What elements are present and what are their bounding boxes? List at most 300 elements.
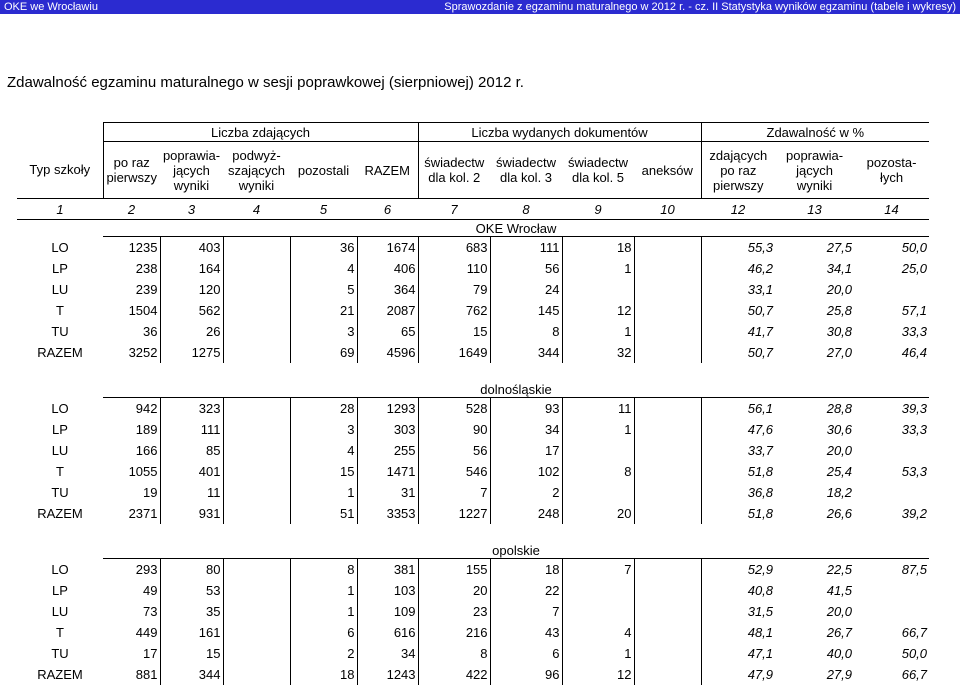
table-row [17,482,929,503]
table-cell: 7 [490,601,562,622]
table-cell: 27,0 [826,345,853,360]
group-header-liczba-zdajacych: Liczba zdających [103,123,418,142]
table-cell [854,601,929,622]
table-cell [223,321,290,342]
row-label: LU [51,604,69,619]
table-cell: 34,1 [826,261,853,276]
row-label: LP [52,422,68,437]
table-cell [223,237,290,259]
table-cell: 66,7 [901,625,928,640]
column-header-line: pierwszy [106,170,158,185]
table-cell: 2 [490,482,562,503]
column-header-line: po raz [720,162,757,178]
table-cell: 20,0 [826,604,853,619]
table-cell: 20,0 [826,443,853,458]
table-cell: 239 [135,282,158,297]
table-cell [634,419,701,440]
group-header-liczba-dokumentow: Liczba wydanych dokumentów [418,123,701,142]
table-cell [223,643,290,664]
table-cell: 3252 [128,345,158,360]
table-cell [223,342,290,363]
row-label: TU [51,646,69,661]
header-bar [0,0,960,14]
table-cell [634,300,701,321]
table-cell: 41,7 [747,324,774,339]
table-cell: 53,3 [901,464,928,479]
table-cell: 18 [562,237,634,259]
table-cell: 189 [135,422,158,437]
table-cell: 11 [160,482,223,503]
column-header-line: świadectw [496,155,556,170]
table-cell: 120 [160,279,223,300]
row-label: RAZEM [37,506,83,521]
table-row [17,398,929,420]
column-number: 12 [701,199,775,220]
table-cell [223,461,290,482]
table-row [17,342,929,363]
table-cell [223,559,290,581]
table-cell: 31 [357,482,418,503]
table-cell: 52,9 [747,562,774,577]
table-cell: 47,1 [747,646,774,661]
table-cell [634,237,701,259]
table-cell: 26 [160,321,223,342]
table-cell [223,440,290,461]
table-cell [562,580,634,601]
table-cell [223,279,290,300]
column-number: 2 [103,199,160,220]
row-label: T [56,303,64,318]
table-cell [634,643,701,664]
table-cell [634,440,701,461]
group-header-zdawalnosc: Zdawalność w % [701,123,929,142]
table-cell [223,601,290,622]
table-cell: 20 [418,580,490,601]
table-row [17,461,929,482]
table-cell: 3 [290,419,357,440]
table-cell: 30,6 [826,422,853,437]
column-header-line: jących [173,162,210,178]
table-cell: 3353 [357,503,418,524]
table-cell: 17 [143,646,158,661]
table-cell: 41,5 [826,583,853,598]
table-cell: 49 [143,583,158,598]
table-cell: 65 [357,321,418,342]
section-blank [17,381,103,398]
table-cell: 46,4 [901,345,928,360]
table-row [17,664,929,685]
column-header-line: pozosta- [866,155,917,170]
table-cell: 35 [160,601,223,622]
table-cell: 1 [562,321,634,342]
table-cell: 5 [290,279,357,300]
table-cell: 28,8 [826,401,853,416]
table-cell: 103 [357,580,418,601]
column-header-line: po raz [113,155,150,170]
table-cell: 18,2 [826,485,853,500]
column-number: 8 [490,199,562,220]
column-header-typ-szkoly [17,142,103,199]
table-cell [634,342,701,363]
column-number: 9 [562,199,634,220]
table-cell: 31,5 [747,604,774,619]
column-header-line: szających [227,162,286,178]
row-label: TU [51,324,69,339]
table-cell: 32 [562,342,634,363]
table-cell: 344 [160,664,223,685]
table-cell: 1471 [357,461,418,482]
table-cell [634,601,701,622]
column-number: 14 [854,199,929,220]
column-header-line: dla kol. 5 [571,170,625,185]
table-cell: 881 [135,667,158,682]
row-label: LO [51,561,69,577]
column-header-line: pozostali [297,162,350,178]
table-cell: 47,9 [747,667,774,682]
table-cell: 53 [160,580,223,601]
column-number: 5 [290,199,357,220]
table-cell: 51 [290,503,357,524]
table-cell: 2371 [128,506,158,521]
table-cell [634,461,701,482]
column-header-swiadectw-kol-2 [418,142,490,199]
column-header-pozostali [290,142,357,199]
section-blank [17,542,103,559]
column-header-line: RAZEM [364,162,410,178]
section-label: OKE Wrocław [103,220,929,237]
table-row [17,559,929,581]
column-header-line: dla kol. 3 [499,170,553,185]
group-header-row [17,123,929,142]
table-cell: 546 [418,461,490,482]
table-cell: 12 [562,664,634,685]
table-cell [854,440,929,461]
table-cell: 80 [160,559,223,581]
table-cell [223,482,290,503]
column-header-podwyzszajacych-wyniki [223,142,290,199]
column-number-row [17,199,929,220]
column-number: 1 [17,199,103,220]
column-number: 4 [223,199,290,220]
table-cell: 12 [562,300,634,321]
table-cell: 33,3 [901,324,928,339]
table-cell: 7 [562,559,634,581]
page-subtitle: Zdawalność egzaminu maturalnego w sesji poprawkowej (sierpniowej) 2012 r. [7,74,524,91]
table-row [17,279,929,300]
table-cell [562,601,634,622]
table-cell: 1 [290,482,357,503]
table-cell: 942 [135,401,158,416]
table-cell: 8 [490,321,562,342]
row-label: T [56,625,64,640]
table-cell: 15 [160,643,223,664]
spacer-cell [17,524,929,542]
table-cell: 7 [418,482,490,503]
table-cell [223,398,290,420]
table-cell [634,622,701,643]
row-label: LU [51,443,69,458]
table-cell: 73 [143,604,158,619]
table-cell [223,300,290,321]
column-header-aneksow [634,142,701,199]
table-cell: 1674 [357,237,418,259]
table-cell: 1 [562,419,634,440]
table-cell: 50,7 [747,303,774,318]
table-cell: 69 [290,342,357,363]
table-cell: 111 [160,419,223,440]
table-cell: 8 [562,461,634,482]
table-cell: 109 [357,601,418,622]
table-cell: 79 [418,279,490,300]
table-cell: 93 [490,398,562,420]
table-cell: 762 [418,300,490,321]
table-cell: 26,7 [826,625,853,640]
table-cell: 4 [290,440,357,461]
table-cell [634,503,701,524]
table-cell [634,482,701,503]
column-header-line: zdających [709,147,768,163]
table-cell: 1504 [128,303,158,318]
section-header-row [17,381,929,398]
table-cell: 40,0 [826,646,853,661]
table-cell: 56 [418,440,490,461]
table-cell: 381 [357,559,418,581]
table-cell: 1 [562,258,634,279]
row-label: LO [51,239,69,255]
row-label: LP [52,583,68,598]
table-cell: 36 [290,237,357,259]
table-cell: 15 [290,461,357,482]
table-cell: 50,7 [747,345,774,360]
table-cell: 30,8 [826,324,853,339]
table-cell: 51,8 [747,506,774,521]
column-header-swiadectw-kol-3 [490,142,562,199]
column-header-razem [357,142,418,199]
table-cell: 40,8 [747,583,774,598]
table-cell [634,258,701,279]
table-cell: 51,8 [747,464,774,479]
table-cell: 2087 [357,300,418,321]
column-header-line: wyniki [173,177,210,193]
table-row [17,601,929,622]
table-cell: 216 [418,622,490,643]
table-cell: 19 [143,485,158,500]
section-label: dolnośląskie [103,381,929,398]
table-cell: 33,1 [747,282,774,297]
table-cell [562,440,634,461]
table-cell: 87,5 [901,562,928,577]
table-cell: 111 [490,237,562,259]
table-cell: 323 [160,398,223,420]
table-cell: 1243 [357,664,418,685]
column-header-po-raz-pierwszy [103,142,160,199]
section-blank [17,220,103,237]
table-cell [854,580,929,601]
table-cell: 21 [290,300,357,321]
table-cell: 36 [143,324,158,339]
table-cell: 34 [490,419,562,440]
table-cell [223,580,290,601]
table-cell: 25,8 [826,303,853,318]
column-header-line: aneksów [641,162,693,178]
column-header-row [17,142,929,199]
table-cell: 364 [357,279,418,300]
table-cell [634,279,701,300]
column-header-pozostalych-pct [854,142,929,199]
table-cell [223,503,290,524]
table-cell: 449 [135,625,158,640]
table-cell [223,258,290,279]
table-cell: 36,8 [747,485,774,500]
table-row [17,580,929,601]
table-cell: 4 [290,258,357,279]
table-cell [223,419,290,440]
table-cell: 255 [357,440,418,461]
row-label: LO [51,400,69,416]
table-cell: 1055 [128,464,158,479]
table-cell: 403 [160,237,223,259]
spacer-cell [17,363,929,381]
table-cell: 11 [562,398,634,420]
table-row [17,258,929,279]
table-cell: 2 [290,643,357,664]
table-cell: 344 [490,342,562,363]
column-header-line: dla kol. 2 [428,170,481,185]
table-cell: 155 [418,559,490,581]
table-cell: 303 [357,419,418,440]
table-cell: 3 [290,321,357,342]
table-cell: 164 [160,258,223,279]
table-cell: 102 [490,461,562,482]
table-cell: 110 [418,258,490,279]
table-cell: 161 [160,622,223,643]
table-cell: 24 [490,279,562,300]
table-cell: 15 [418,321,490,342]
table-row [17,503,929,524]
table-cell [634,559,701,581]
table-cell: 293 [135,562,158,577]
section-header-row [17,220,929,237]
row-label: LU [51,282,69,297]
table-cell: 238 [135,261,158,276]
table-cell: 406 [357,258,418,279]
column-header-line: podwyż- [232,147,281,163]
table-cell: 57,1 [901,303,928,318]
table-cell: 1235 [128,240,158,255]
column-number: 13 [775,199,854,220]
table-cell [634,580,701,601]
table-cell [854,279,929,300]
column-header-line: poprawia- [785,147,844,163]
table-cell [634,321,701,342]
table-cell: 401 [160,461,223,482]
table-cell: 55,3 [747,240,774,255]
table-cell: 22 [490,580,562,601]
row-label: RAZEM [37,345,83,360]
table-cell: 33,3 [901,422,928,437]
table-cell: 1 [290,580,357,601]
row-label: TU [51,485,69,500]
table-cell: 27,9 [826,667,853,682]
table-cell: 50,0 [901,646,928,661]
table-cell: 46,2 [747,261,774,276]
table-cell: 4596 [357,342,418,363]
table-cell: 25,0 [901,261,928,276]
table-row [17,419,929,440]
section-spacer [17,363,929,381]
table-cell: 33,7 [747,443,774,458]
table-cell: 1649 [418,342,490,363]
column-header-line: świadectw [424,155,485,170]
table-cell [634,398,701,420]
table-cell: 50,0 [901,240,928,255]
table-cell: 18 [490,559,562,581]
header-right-title: Sprawozdanie z egzaminu maturalnego w 2012 r. - cz. II Statystyka wyników egzaminu (tabele i wykresy) [444,1,956,13]
table-cell: 66,7 [901,667,928,682]
column-header-poprawiajacych-wyniki [160,142,223,199]
table-cell: 8 [418,643,490,664]
column-number: 6 [357,199,418,220]
table-cell: 27,5 [826,240,853,255]
table-cell: 145 [490,300,562,321]
column-header-line: wyniki [796,177,833,193]
column-header-line: pierwszy [712,177,764,193]
column-number: 3 [160,199,223,220]
table-row [17,622,929,643]
table-cell: 56 [490,258,562,279]
table-cell: 422 [418,664,490,685]
table-cell: 6 [490,643,562,664]
table-cell: 39,2 [901,506,928,521]
table-cell: 562 [160,300,223,321]
table-cell: 47,6 [747,422,774,437]
table-row [17,300,929,321]
header-left-title: OKE we Wrocławiu [4,1,98,13]
table-cell: 616 [357,622,418,643]
column-header-line: łych [879,170,904,185]
table-cell: 34 [357,643,418,664]
results-table [17,122,929,685]
column-header-line: Typ szkoły [29,162,91,178]
table-cell: 1275 [160,342,223,363]
column-header-zdajacych-po-raz-pierwszy [701,142,775,199]
table-cell: 43 [490,622,562,643]
table-cell: 166 [135,443,158,458]
table-cell: 48,1 [747,625,774,640]
table-cell: 683 [418,237,490,259]
section-label: opolskie [103,542,929,559]
table-cell: 28 [290,398,357,420]
table-cell: 96 [490,664,562,685]
column-number: 7 [418,199,490,220]
table-cell: 39,3 [901,401,928,416]
column-header-line: poprawia- [162,147,221,163]
table-cell: 8 [290,559,357,581]
table-row [17,237,929,259]
table-cell: 22,5 [826,562,853,577]
table-cell: 18 [290,664,357,685]
column-header-line: świadectw [568,155,628,170]
table-cell: 20,0 [826,282,853,297]
table-cell [562,482,634,503]
table-cell: 931 [160,503,223,524]
table-cell: 56,1 [747,401,774,416]
table-cell: 26,6 [826,506,853,521]
row-label: T [56,464,64,479]
column-header-line: jących [796,162,833,178]
table-cell: 4 [562,622,634,643]
table-row [17,643,929,664]
